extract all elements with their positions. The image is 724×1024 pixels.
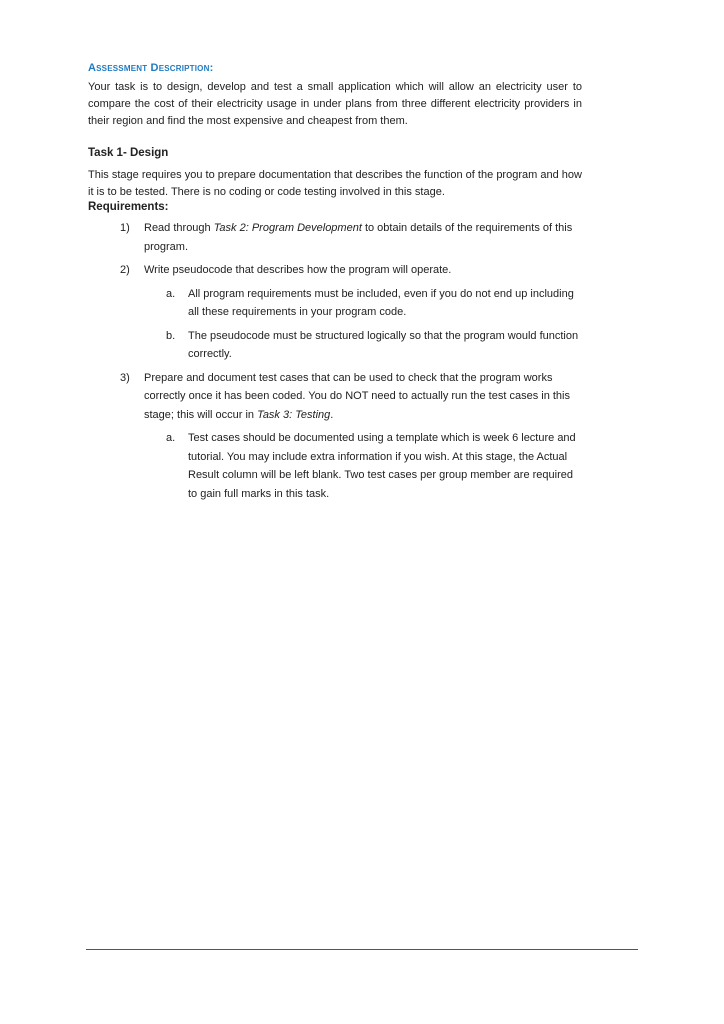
item-text-pre: Read through bbox=[144, 222, 214, 234]
item-text-pre: Prepare and document test cases that can be used to check that the program works correctly once it has been coded. You do NOT need to actually run the test cases in this stage; this will occur in bbox=[144, 371, 570, 421]
sub-item bbox=[144, 285, 582, 322]
item-text-post: . bbox=[330, 408, 334, 421]
requirements-list bbox=[88, 219, 582, 503]
intro-paragraph: Your task is to design, develop and test a small application which will allow an electricity user to compare the cost of their electricity usage in under plans from three different electricity providers in their region and find the most expensive and cheapest from them. bbox=[88, 81, 582, 127]
sub-item bbox=[144, 327, 582, 364]
sub-item-text: All program requirements must be included, even if you do not end up including all these requirements in your program code. bbox=[188, 287, 574, 318]
document-page bbox=[88, 62, 582, 508]
item-number: 1) bbox=[120, 222, 130, 234]
footer-divider bbox=[86, 949, 638, 950]
item-text-emphasis: Task 2: Program Development bbox=[213, 222, 362, 234]
item-number: 2) bbox=[120, 264, 130, 276]
item-text: Write pseudocode that describes how the program will operate. bbox=[144, 264, 452, 276]
task1-title: Task 1- Design bbox=[88, 147, 169, 159]
sub-list bbox=[144, 285, 582, 364]
assessment-heading: Assessment Description: bbox=[88, 62, 214, 74]
sub-item-letter: b. bbox=[166, 329, 176, 342]
item-number: 3) bbox=[120, 371, 130, 384]
sub-item-text: Test cases should be documented using a template which is week 6 lecture and tutorial. You may include extra information if you wish. At this stage, the Actual Result column will be left blank. Two test cases per group member are required to gain full marks in this task. bbox=[188, 432, 576, 500]
sub-list bbox=[144, 429, 582, 503]
sub-item-text: The pseudocode must be structured logically so that the program would function correctly. bbox=[188, 329, 579, 360]
sub-item-letter: a. bbox=[166, 287, 176, 300]
sub-item-letter: a. bbox=[166, 432, 176, 444]
requirement-item bbox=[88, 369, 582, 504]
sub-item bbox=[144, 429, 582, 503]
task1-description: This stage requires you to prepare documentation that describes the function of the program and how it is to be tested. There is no coding or code testing involved in this stage. bbox=[88, 169, 582, 198]
requirement-item bbox=[88, 261, 582, 364]
item-text-post: to obtain details of the requirements of this program. bbox=[144, 222, 573, 253]
item-text-emphasis: Task 3: Testing bbox=[257, 408, 331, 421]
requirement-item bbox=[88, 219, 582, 256]
requirements-title: Requirements: bbox=[88, 201, 169, 213]
